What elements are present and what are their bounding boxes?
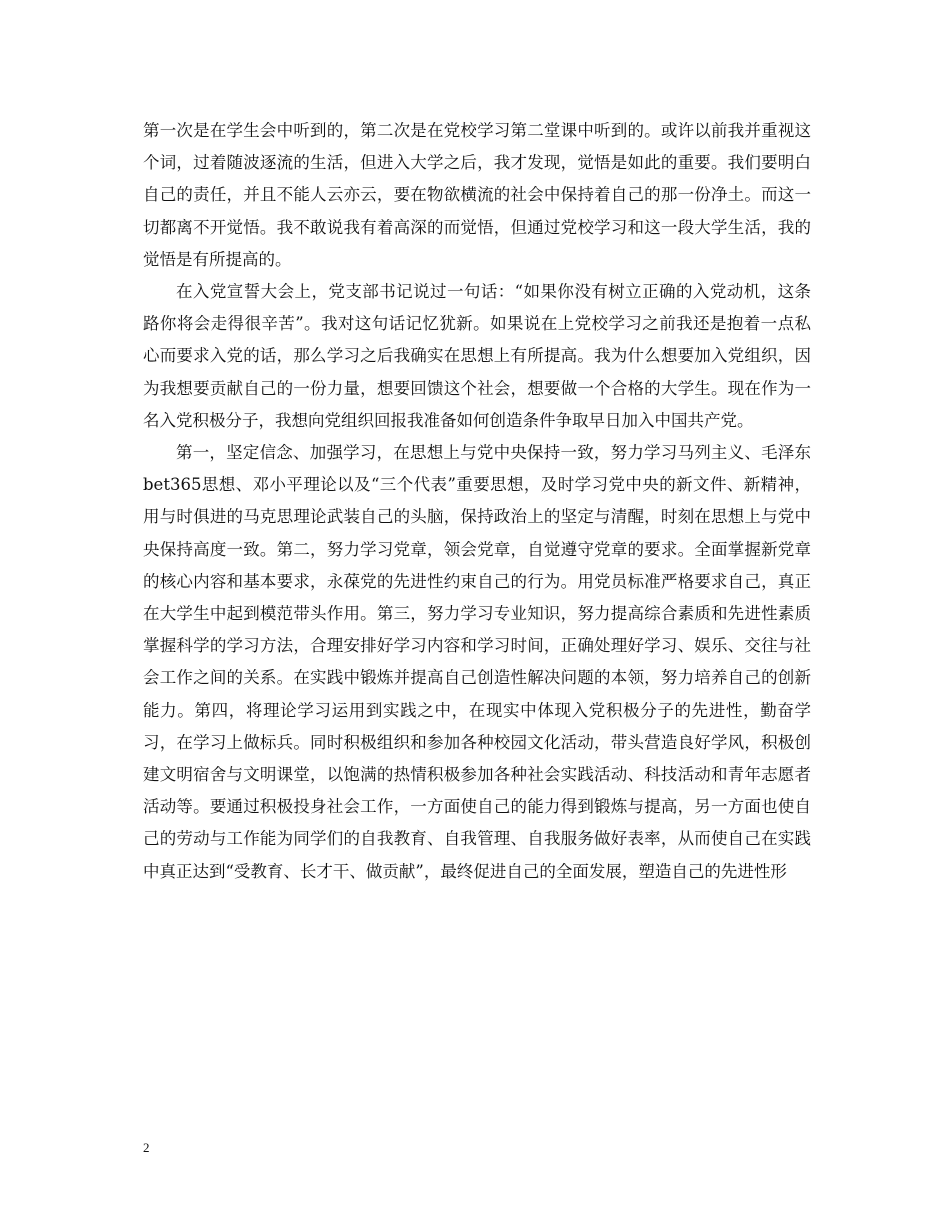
paragraph-2: 在入党宣誓大会上，党支部书记说过一句话：“如果你没有树立正确的入党动机，这条路你将会走得很辛苦”。我对这句话记忆犹新。如果说在上党校学习之前我还是抱着一点私心而要求入党的话，那么学习之后我确实在思想上有所提高。我为什么想要加入党组织，因为我想要贡献自己的一份力量，想要回馈这个社会，想要做一个合格的大学生。现在作为一名入党积极分子，我想向党组织回报我准备如何创造条件争取早日加入中国共产党。: [143, 282, 811, 430]
paragraph-1: 第一次是在学生会中听到的，第二次是在党校学习第二堂课中听到的。或许以前我并重视这个词，过着随波逐流的生活，但进入大学之后，我才发现，觉悟是如此的重要。我们要明白自己的责任，并且不能人云亦云，要在物欲横流的社会中保持着自己的那一份净土。而这一切都离不开觉悟。我不敢说我有着高深的而觉悟，但通过党校学习和这一段大学生活，我的觉悟是有所提高的。: [143, 121, 811, 269]
paragraph-3: 第一，坚定信念、加强学习，在思想上与党中央保持一致，努力学习马列主义、毛泽东bet365思想、邓小平理论以及“三个代表”重要思想，及时学习党中央的新文件、新精神，用与时俱进的马克思理论武装自己的头脑，保持政治上的坚定与清醒，时刻在思想上与党中央保持高度一致。第二，努力学习党章，领会党章，自觉遵守党章的要求。全面掌握新党章的核心内容和基本要求，永葆党的先进性约束自己的行为。用党员标准严格要求自己，真正在大学生中起到模范带头作用。第三，努力学习专业知识，努力提高综合素质和先进性素质掌握科学的学习方法，合理安排好学习内容和学习时间，正确处理好学习、娱乐、交往与社会工作之间的关系。在实践中锻炼并提高自己创造性解决问题的本领，努力培养自己的创新能力。第四，将理论学习运用到实践之中，在现实中体现入党积极分子的先进性，勤奋学习，在学习上做标兵。同时积极组织和参加各种校园文化活动，带头营造良好学风，积极创建文明宿舍与文明课堂，以饱满的热情积极参加各种社会实践活动、科技活动和青年志愿者活动等。要通过积极投身社会工作，一方面使自己的能力得到锻炼与提高，另一方面也使自己的劳动与工作能为同学们的自我教育、自我管理、自我服务做好表率，从而使自己在实践中真正达到“受教育、长才干、做贡献”，最终促进自己的全面发展，塑造自己的先进性形: [143, 443, 811, 881]
document-body: [143, 115, 811, 888]
page-number: 2: [143, 1140, 150, 1155]
